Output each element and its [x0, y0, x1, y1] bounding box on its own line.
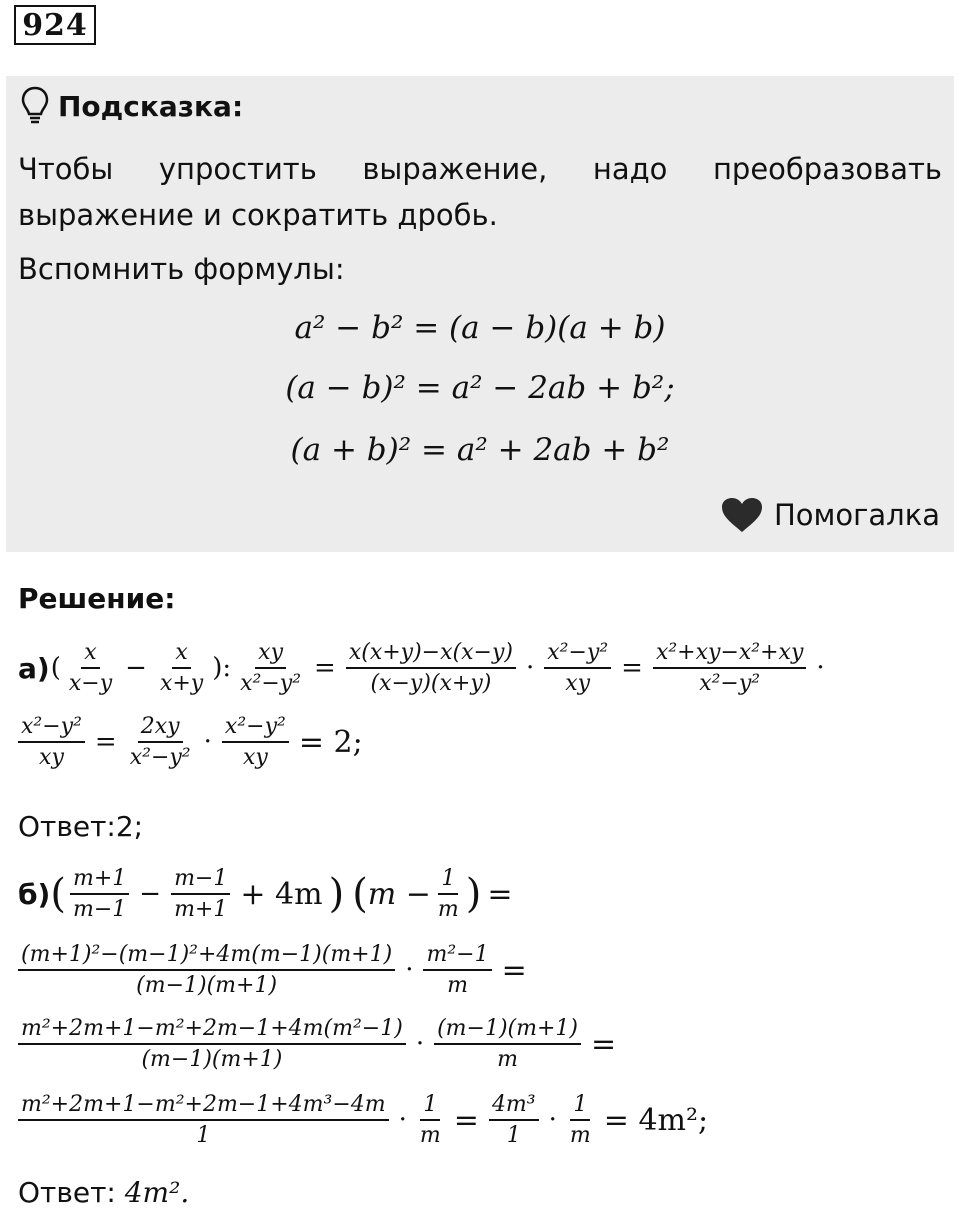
- fraction: $\frac{2xy}{\text{x²−y²}}$: [129, 714, 191, 770]
- answer-value: 4m².: [124, 1176, 190, 1209]
- formula-3: (a + b)² = a² + 2ab + b²: [290, 432, 670, 468]
- fraction: $\frac{1}{m}$: [419, 1092, 441, 1148]
- fraction: $\frac{x(x+y)-x(x-y)}{(x-y)(x+y)}$: [346, 640, 516, 696]
- answer-label: Ответ:: [18, 1176, 125, 1209]
- fraction: $\frac{\text{m²+2m+1−m²+2m−1+4m(m²−1)}}{(m-1)(m+1)}$: [18, 1016, 406, 1072]
- part-a-answer: Ответ:2;: [18, 810, 144, 843]
- part-a-label: а): [18, 651, 50, 685]
- fraction: $\frac{\text{m²+2m+1−m²+2m−1+4m³−4m}}{1}$: [18, 1092, 389, 1148]
- brand: [720, 496, 940, 534]
- fraction: $\frac{(m-1)(m+1)}{m}$: [434, 1016, 581, 1072]
- fraction: $\frac{x}{x-y}$: [68, 640, 113, 696]
- fraction: $\frac{\text{4m³}}{1}$: [489, 1092, 539, 1148]
- fraction: $\frac{\text{x²+xy−x²+xy}}{\text{x²−y²}}$: [653, 640, 806, 696]
- hint-formulas-label: Вспомнить формулы:: [18, 252, 345, 286]
- part-b-line-2: $\frac{\text{(m+1)²−(m−1)²+4m(m−1)(m+1)}}{(m-1)(m+1)}$ · $\frac{\text{m²−1}}{m}$ =: [18, 942, 533, 998]
- brand-text: Помогалка: [774, 498, 940, 532]
- part-b-answer: [18, 1176, 189, 1209]
- part-b-line-4: $\frac{\text{m²+2m+1−m²+2m−1+4m³−4m}}{1}$ · $\frac{1}{m}$ = $\frac{\text{4m³}}{1}$ · $\frac{1}{m}$ = 4m²;: [18, 1092, 714, 1148]
- fraction: $\frac{xy}{\text{x²−y²}}$: [240, 640, 302, 696]
- hint-panel: [6, 76, 954, 552]
- fraction: $\frac{\text{(m+1)²−(m−1)²+4m(m−1)(m+1)}}{(m-1)(m+1)}$: [18, 942, 395, 998]
- part-a-result: = 2;: [298, 724, 363, 760]
- part-b-result: = 4m²;: [603, 1102, 709, 1138]
- fraction: $\frac{\text{x²−y²}}{xy}$: [222, 714, 289, 770]
- part-b-line-1: б) ( $\frac{m+1}{m-1}$ − $\frac{m-1}{m+1}$ + 4m ) ( m − $\frac{1}{m}$ ) =: [18, 866, 513, 922]
- part-b-line-3: $\frac{\text{m²+2m+1−m²+2m−1+4m(m²−1)}}{(m-1)(m+1)}$ · $\frac{(m-1)(m+1)}{m}$ =: [18, 1016, 622, 1072]
- formula-2: (a − b)² = a² − 2ab + b²;: [285, 370, 675, 406]
- fraction: $\frac{1}{m}$: [437, 866, 459, 922]
- fraction: $\frac{1}{m}$: [569, 1092, 591, 1148]
- hint-text: Чтобы упростить выражение, надо преобразовать выражение и сократить дробь.: [18, 152, 942, 232]
- part-a-line-1: а) ( $\frac{x}{x-y}$ − $\frac{x}{x+y}$ ): $\frac{xy}{\text{x²−y²}}$ = $\frac{x(x+y)-x(x-y)}{(x-y)(x+y)}$ · $\frac{\text{x²−y²}}{xy}$ = $\frac{\text{x²+xy−x²+xy}}{\text{x²−y²}}$ ·: [18, 640, 825, 696]
- fraction: $\frac{x}{x+y}$: [159, 640, 204, 696]
- fraction: $\frac{\text{x²−y²}}{xy}$: [18, 714, 85, 770]
- lightbulb-icon: [20, 86, 50, 126]
- solution-heading: Решение:: [18, 582, 176, 615]
- fraction: $\frac{m-1}{m+1}$: [171, 866, 230, 922]
- task-number: 924: [14, 5, 96, 45]
- fraction: $\frac{m+1}{m-1}$: [70, 866, 129, 922]
- formula-1: a² − b² = (a − b)(a + b): [294, 310, 666, 346]
- fraction: $\frac{\text{m²−1}}{m}$: [423, 942, 491, 998]
- hint-title-text: Подсказка:: [58, 89, 244, 123]
- part-b-label: б): [18, 877, 51, 911]
- fraction: $\frac{\text{x²−y²}}{xy}$: [544, 640, 611, 696]
- part-a-line-2: $\frac{\text{x²−y²}}{xy}$ = $\frac{2xy}{\text{x²−y²}}$ · $\frac{\text{x²−y²}}{xy}$ = 2;: [18, 714, 369, 770]
- heart-icon: [720, 496, 764, 534]
- hint-title: [20, 86, 243, 126]
